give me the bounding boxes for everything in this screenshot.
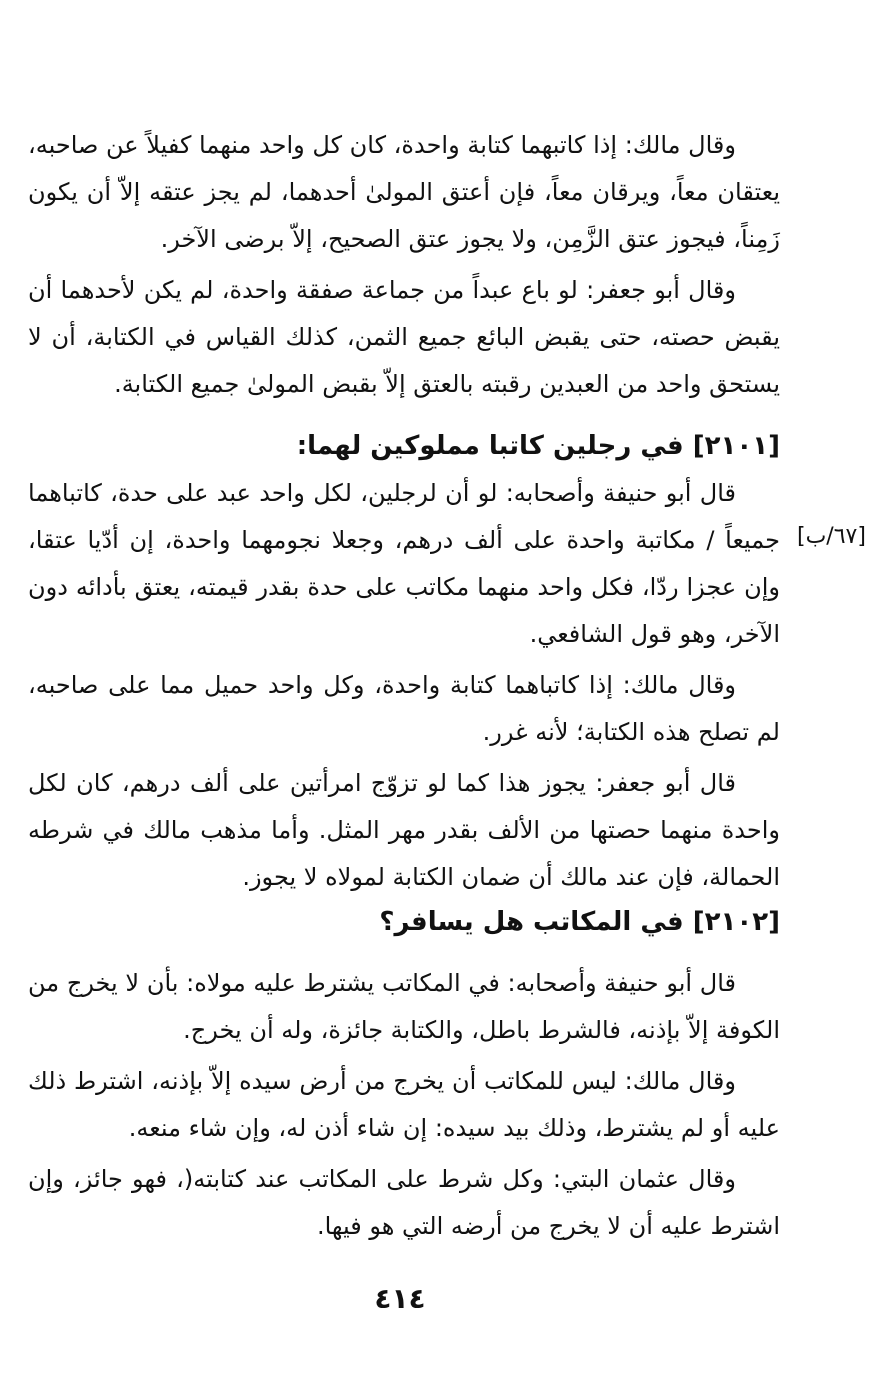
paragraph-malik-1: وقال مالك: إذا كاتبهما كتابة واحدة، كان كل واحد منهما كفيلاً عن صاحبه، يعتقان معاً، ويرقان معاً، فإن أعتق المولىٰ أحدهما، لم يجز عتقه إلاّ أن يكون زَمِناً، فيجوز عتق الزَّمِن، ولا يجوز عتق الصحيح، إلاّ برضى الآخر. — [28, 131, 780, 253]
page-number: ٤١٤ — [374, 1282, 426, 1315]
section-heading-2102: [٢١٠٢] في المكاتب هل يسافر؟ — [379, 907, 780, 937]
paragraph-abu-hanifa-2: قال أبو حنيفة وأصحابه: في المكاتب يشترط عليه مولاه: بأن لا يخرج من الكوفة إلاّ بإذنه، فالشرط باطل، والكتابة جائزة، وله أن يخرج. — [28, 969, 780, 1044]
paragraph-abu-jafar-2: قال أبو جعفر: يجوز هذا كما لو تزوّج امرأتين على ألف درهم، كان لكل واحدة منهما حصتها من الألف بقدر مهر المثل. وأما مذهب مالك في شرطه الحمالة، فإن عند مالك أن ضمان الكتابة لمولاه لا يجوز. — [28, 769, 780, 891]
section-heading-2101: [٢١٠١] في رجلين كاتبا مملوكين لهما: — [296, 431, 780, 461]
margin-folio-note: [٦٧/ب] — [797, 524, 866, 549]
paragraph-abu-jafar-1: وقال أبو جعفر: لو باع عبداً من جماعة صفقة واحدة، لم يكن لأحدهما أن يقبض حصته، حتى يقبض البائع جميع الثمن، كذلك القياس في الكتابة، أن لا يستحق واحد من العبدين رقبته بالعتق إلاّ بقبض المولىٰ جميع الكتابة. — [28, 276, 780, 398]
section-2101 — [28, 470, 780, 901]
paragraph-malik-2: وقال مالك: إذا كاتباهما كتابة واحدة، وكل واحد حميل مما على صاحبه، لم تصلح هذه الكتابة؛ لأنه غرر. — [28, 671, 780, 746]
paragraph-abu-hanifa-1: قال أبو حنيفة وأصحابه: لو أن لرجلين، لكل واحد عبد على حدة، كاتباهما جميعاً / مكاتبة واحدة على ألف درهم، وجعلا نجومهما واحدة، إن أدّيا عتقا، وإن عجزا ردّا، فكل واحد منهما مكاتب على حدة بقدر قيمته، يعتق بأدائه دون الآخر، وهو قول الشافعي. — [28, 479, 780, 648]
paragraph-uthman-batti: وقال عثمان البتي: وكل شرط على المكاتب عند كتابته(، فهو جائز، وإن اشترط عليه أن لا يخرج من أرضه التي هو فيها. — [28, 1165, 780, 1240]
paragraph-malik-3: وقال مالك: ليس للمكاتب أن يخرج من أرض سيده إلاّ بإذنه، اشترط ذلك عليه أو لم يشترط، وذلك بيد سيده: إن شاء أذن له، وإن شاء منعه. — [28, 1067, 780, 1142]
section-2102 — [28, 960, 780, 1250]
section-intro — [28, 122, 780, 408]
